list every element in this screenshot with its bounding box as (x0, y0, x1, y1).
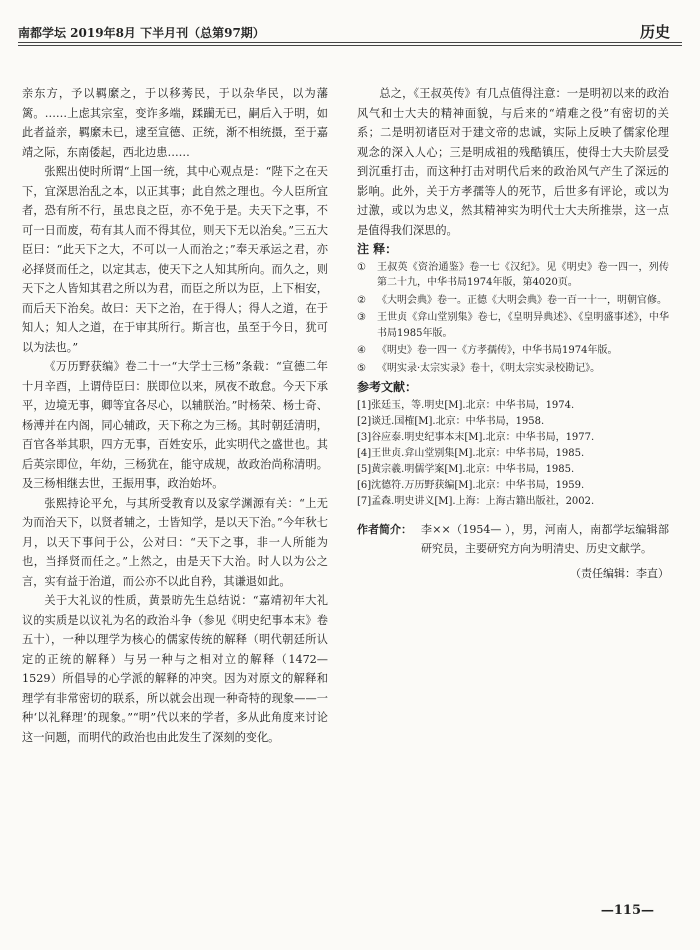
reference-item: [1]张廷玉，等.明史[M].北京：中华书局，1974. (357, 399, 575, 411)
header-rule-thin (18, 45, 682, 46)
author-bio (357, 520, 669, 558)
journal-title: 南都学坛 2019年8月 下半月刊（总第97期） (18, 26, 265, 40)
references-heading: 参考文献： (357, 380, 418, 394)
note-item (357, 260, 669, 291)
note-item (357, 310, 669, 341)
author-text: 李××（1954— ），男，河南人，南都学坛编辑部研究员，主要研究方向为明清史、历史文献学。 (421, 522, 669, 555)
paragraph: 张熙持论平允，与其所受教育以及家学渊源有关：“上无为而治天下，以贤者辅之，士皆知学，是以天下治。”今年秋七月，以天下事问于公，公对曰：“天下之事，非一人所能为也，当择贤而任之。”上然之，由是天下大治。时人以为公之言，实有益于治道，而公亦不以此自矜，其谦退如此。 (22, 496, 328, 588)
note-text: 《大明会典》卷一。正德《大明会典》卷一百一十一，明朝官修。 (377, 294, 667, 306)
right-column (357, 84, 669, 583)
page-number: —115— (600, 903, 654, 918)
notes-list (357, 260, 669, 377)
paragraph: 《万历野获编》卷二十一“大学士三杨”条载：“宣德二年十月辛酉，上谓侍臣曰：朕即位以来，夙夜不敢怠。今天下承平，边境无事，卿等宜各尽心，以辅朕治。”时杨荣、杨士奇、杨溥并在内阁，同心辅政，天下称之为三杨。其时朝廷清明，百官各举其职，四方无事，百姓安乐，此实明代之盛世也。其后英宗即位，年幼，三杨犹在，能守成规，故政治尚称清明。及三杨相继去世，王振用事，政治始坏。 (22, 360, 328, 490)
author-label: 作者简介： (357, 522, 412, 536)
note-mark: ⑤ (357, 362, 366, 374)
note-mark: ① (357, 261, 366, 273)
page-header (18, 15, 682, 45)
note-mark: ③ (357, 312, 366, 323)
note-item (357, 361, 669, 377)
paragraph: 张熙出使时所谓“上国一统，其中心观点是：“陛下之在天下，宜深思治乱之本，以正其事；此自然之理也。今人臣所宜者，恐有所不行，虽忠良之臣，亦不免于是。夫天下之事，不可一日而废，苟有其人而不得其位，则天下无以治矣。”三五大臣曰：“此天下之大，不可以一人而治之；”奉天承运之君，亦必择贤而任之，以定其志，使天下之人知其所向。而久之，则天下之人皆知其君之所以为君，而臣之所以为臣，上下相安，而后天下治矣。故曰：天下之治，在于得人；得人之道，在于知人；知人之道，在于审其所行。斯言也，虽至于今日，犹可以为法也。” (22, 165, 328, 354)
note-text: 王叔英《资治通鉴》卷一七《汉纪》。见《明史》卷一四一，列传第二十九，中华书局1974年版，第4020页。 (377, 261, 669, 288)
reference-item: [6]沈德符.万历野获编[M].北京：中华书局，1959. (357, 479, 585, 491)
note-mark: ④ (357, 345, 366, 356)
note-text: 《明实录·太宗实录》卷十，《明太宗实录校勘记》。 (377, 362, 601, 374)
paragraph: 总之，《王叔英传》有几点值得注意：一是明初以来的政治风气和士大夫的精神面貌，与后来的“靖难之役”有密切的关系；二是明初诸臣对于建文帝的忠诚，实际上反映了儒家伦理观念的深入人心；三是明成祖的残酷镇压，使得士大夫阶层受到沉重打击，而这种打击对明代后来的政治风气产生了深远的影响。此外，关于方孝孺等人的死节，后世多有评论，或以为过激，或以为忠义，然其精神实为明代士大夫所推崇，这一点是值得我们深思的。 (357, 87, 669, 237)
reference-item: [7]孟森.明史讲义[M].上海：上海古籍出版社，2002. (357, 495, 595, 507)
reference-item: [4]王世贞.弇山堂别集[M].北京：中华书局，1985. (357, 447, 585, 459)
header-rule (18, 42, 682, 43)
note-text: 《明史》卷一四一《方孝孺传》，中华书局1974年版。 (377, 345, 618, 356)
reference-item: [5]黄宗羲.明儒学案[M].北京：中华书局，1985. (357, 463, 575, 475)
paragraph: 关于大礼议的性质，黄景昉先生总结说：“嘉靖初年大礼议的实质是以议礼为名的政治斗争（参见《明史纪事本末》卷五十），一种以理学为核心的儒家传统的解释（明代朝廷所认定的正统的解释）与另一种与之相对立的解释（1472—1529）所倡导的心学派的解释的冲突。因为对原文的解释和理学有非常密切的联系，所以就会出现一种奇特的现象——一种‘以礼释理’的现象。”“明”代以来的学者，多从此角度来讨论这一问题，而明代的政治也由此发生了深刻的变化。 (22, 594, 328, 744)
left-column (22, 84, 328, 747)
notes-heading: 注 释： (357, 242, 398, 256)
reference-item: [3]谷应泰.明史纪事本末[M].北京：中华书局，1977. (357, 431, 595, 443)
editor-credit: （责任编辑：李直） (570, 566, 669, 580)
paragraph: 亲东方，予以羁縻之，于以移莠民，于以杂华民，以为藩篱。……上虑其宗室，变诈多端，蹂躏无已，嗣后入于明，如此者益亲，羁縻未已，逮至宣德、正统，渐不相统摄，至于嘉靖之际，东南倭起，西北边患…… (22, 87, 328, 159)
reference-item: [2]谈迁.国榷[M].北京：中华书局，1958. (357, 415, 545, 427)
note-item (357, 343, 669, 359)
section-label: 历史 (639, 23, 670, 41)
note-mark: ② (357, 294, 366, 306)
references-list (357, 398, 669, 510)
note-text: 王世贞《弇山堂别集》卷七，《皇明异典述》、《皇明盛事述》，中华书局1985年版。 (377, 312, 669, 339)
note-item (357, 293, 669, 309)
